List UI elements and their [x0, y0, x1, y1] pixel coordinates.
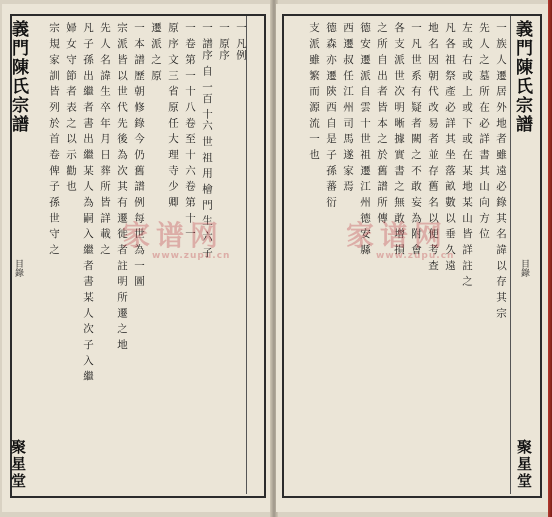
- left-col-8: 宗 派 皆 以 世 代 先 後 為 次 其 有 遷 徙 者 註 明 所 遷 之 地: [116, 22, 128, 351]
- right-page: [276, 4, 548, 512]
- left-column-rule: [246, 16, 247, 494]
- left-page: [2, 4, 272, 512]
- right-column-rule: [510, 16, 511, 494]
- right-col-10: 西 遷 叔 任 江 州 司 馬 遂 家 焉: [342, 22, 354, 192]
- left-col-1: 一 凡例: [235, 22, 247, 61]
- left-col-2: 一 原序: [218, 22, 230, 61]
- watermark-url: www.zupu.cn: [152, 251, 231, 261]
- left-col-3: 一 譜序 自 一百 十六 世 祖 用 檜 門 生 六 子: [201, 22, 213, 259]
- right-col-3: 左 或 右 或 上 或 下 或 在 某 地 某 山 皆 詳 註 之: [461, 22, 473, 287]
- left-volume-label: 目錄: [13, 259, 23, 277]
- left-col-7: 一 本 譜 歷 朝 修 錄 今 仍 舊 譜 例 每 世 為 一 圖: [133, 22, 145, 287]
- right-col-7: 各 支 派 世 次 明 晰 據 實 書 之 無 敢 增 損: [393, 22, 405, 256]
- watermark-url-right: www.zupu.cn: [376, 251, 455, 261]
- right-volume-label: 目錄: [519, 259, 529, 277]
- left-book-title: 義門陳氏宗譜: [8, 20, 28, 134]
- watermark-text: 家谱网: [122, 219, 225, 252]
- right-col-8: 之 所 自 出 者 皆 本 之 於 舊 譜 所 傳: [376, 22, 388, 224]
- left-hall-name: 聚星堂: [9, 439, 27, 490]
- right-col-2: 先 人 之 墓 所 在 必 詳 書 其 山 向 方 位: [478, 22, 490, 240]
- right-hall-name: 聚星堂: [515, 439, 533, 490]
- left-col-9: 先 人 名 諱 生 卒 年 月 日 葬 所 皆 詳 載 之: [99, 22, 111, 256]
- right-col-6: 一 凡 世 系 有 疑 者 闕 之 不 敢 妄 為 附 會: [410, 22, 422, 256]
- right-book-title: 義門陳氏宗譜: [512, 20, 532, 134]
- left-col-6: 遷 派 之 原: [150, 22, 162, 82]
- book-edge: [548, 0, 552, 517]
- left-col-11: 婦 女 守 節 者 表 之 以 示 勸 也: [65, 22, 77, 192]
- right-col-1: 一 族 人 遷 居 外 地 者 雖 遠 必 錄 其 名 諱 以 存 其 宗: [495, 22, 507, 319]
- right-col-5: 地 名 因 朝 代 改 易 者 並 存 舊 名 以 便 考 查: [427, 22, 439, 272]
- right-col-11: 德 森 亦 遷 陝 西 自 是 子 孫 蕃 衍: [325, 22, 337, 208]
- left-col-12: 宗 規 家 訓 皆 列 於 首 卷 俾 子 孫 世 守 之: [48, 22, 60, 256]
- right-col-9: 德 安 遷 派 自 雲 十 世 祖 遷 江 州 德 安 縣: [359, 22, 371, 256]
- watermark-text-right: 家谱网: [346, 219, 449, 252]
- right-col-12: 支 派 雖 繁 而 源 流 一 也: [308, 22, 320, 161]
- right-col-4: 凡 各 祖 祭 產 必 詳 其 坐 落 畝 數 以 垂 久 遠: [444, 22, 456, 272]
- left-col-10: 凡 子 孫 出 繼 者 書 出 繼 某 人 為 嗣 入 繼 者 書 某 人 次 子 入 繼: [82, 22, 94, 382]
- left-col-4: 一 卷 第 一 十 八 卷 至 十 六 卷 第 十 一: [184, 22, 196, 240]
- left-col-5: 原 序 文 三 省 原 任 大 理 寺 少 卿: [167, 22, 179, 208]
